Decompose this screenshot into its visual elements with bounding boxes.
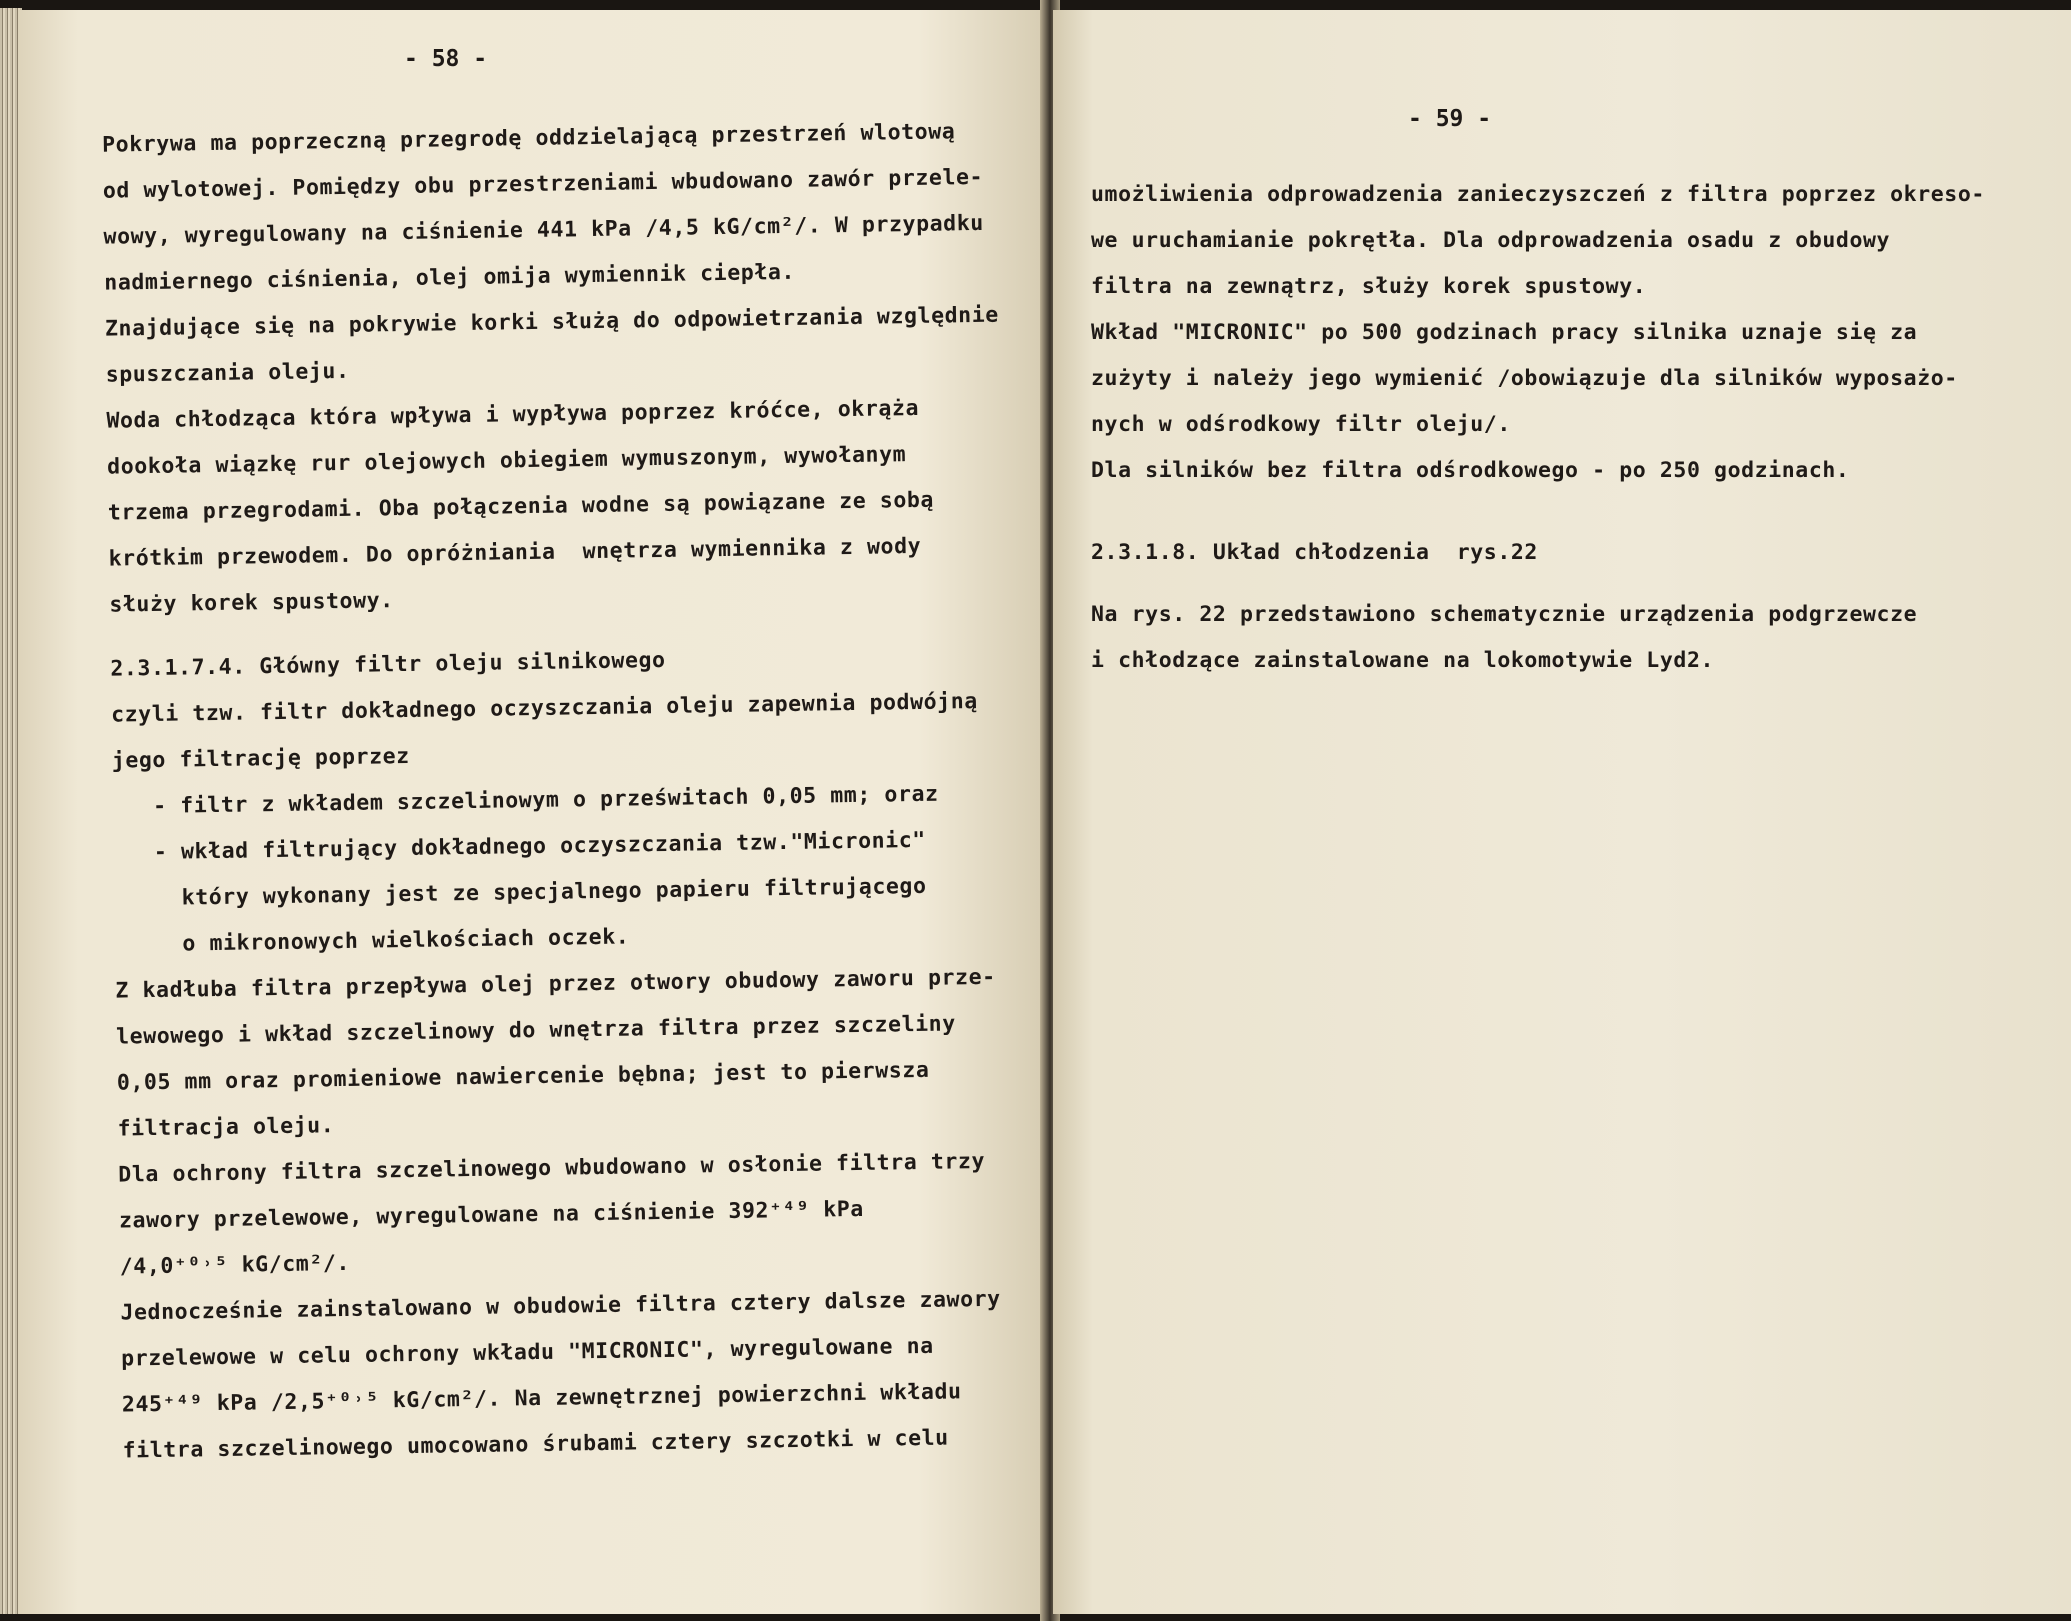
text-line: Wkład "MICRONIC" po 500 godzinach pracy silnika uznaje się za bbox=[1091, 320, 1918, 345]
right-page bbox=[1053, 10, 2071, 1614]
list-item: - filtr z wkładem szczelinowym o prześwitach 0,05 mm; oraz bbox=[112, 781, 939, 820]
section-heading: 2.3.1.7.4. Główny filtr oleju silnikowego bbox=[110, 647, 666, 682]
list-item: - wkład filtrujący dokładnego oczyszczania tzw."Micronic" bbox=[113, 827, 927, 866]
text-line: we uruchamianie pokrętła. Dla odprowadzenia osadu z obudowy bbox=[1091, 228, 1891, 253]
left-page bbox=[18, 10, 1048, 1614]
text-line: /4,0⁺⁰˒⁵ kG/cm²/. bbox=[119, 1250, 351, 1280]
text-line: służy korek spustowy. bbox=[109, 588, 394, 618]
text-line: 0,05 mm oraz promieniowe nawiercenie bębna; jest to pierwsza bbox=[116, 1057, 930, 1096]
text-line: 245⁺⁴⁹ kPa /2,5⁺⁰˒⁵ kG/cm²/. Na zewnętrznej powierzchni wkładu bbox=[121, 1379, 962, 1418]
page-number: - 59 - bbox=[1408, 106, 1492, 132]
text-line: który wykonany jest ze specjalnego papieru filtrującego bbox=[113, 873, 927, 912]
text-line: i chłodzące zainstalowane na lokomotywie Lyd2. bbox=[1091, 648, 1715, 673]
text-line: zużyty i należy jego wymienić /obowiązuje dla silników wyposażo- bbox=[1091, 366, 1958, 391]
text-line: od wylotowej. Pomiędzy obu przestrzeniami wbudowano zawór przele- bbox=[102, 164, 984, 204]
text-line: jego filtrację poprzez bbox=[111, 743, 410, 774]
text-line: Woda chłodząca która wpływa i wypływa poprzez króćce, okrąża bbox=[106, 395, 920, 434]
text-line: Dla silników bez filtra odśrodkowego - po 250 godzinach. bbox=[1091, 458, 1850, 483]
text-line: przelewowe w celu ochrony wkładu "MICRONIC", wyregulowane na bbox=[121, 1333, 934, 1372]
text-line: czyli tzw. filtr dokładnego oczyszczania oleju zapewnia podwójną bbox=[110, 689, 979, 728]
text-line: trzema przegrodami. Oba połączenia wodne są powiązane ze sobą bbox=[107, 487, 935, 526]
text-line: o mikronowych wielkościach oczek. bbox=[114, 924, 630, 958]
text-line: lewowego i wkład szczelinowy do wnętrza filtra przez szczeliny bbox=[115, 1011, 956, 1050]
text-line: Jednocześnie zainstalowano w obudowie filtra cztery dalsze zawory bbox=[120, 1286, 1001, 1326]
text-line: filtra szczelinowego umocowano śrubami cztery szczotki w celu bbox=[122, 1425, 949, 1464]
text-line: Znajdujące się na pokrywie korki służą do odpowietrzania względnie bbox=[104, 302, 1000, 342]
section-heading: 2.3.1.8. Układ chłodzenia rys.22 bbox=[1091, 540, 1538, 565]
text-line: zawory przelewowe, wyregulowane na ciśnienie 392⁺⁴⁹ kPa bbox=[118, 1196, 865, 1234]
text-line: nadmiernego ciśnienia, olej omija wymiennik ciepła. bbox=[104, 259, 796, 296]
text-line: umożliwienia odprowadzenia zanieczyszczeń z filtra poprzez okreso- bbox=[1091, 182, 1985, 207]
left-page-body bbox=[18, 10, 1048, 1614]
text-line: Na rys. 22 przedstawiono schematycznie urządzenia podgrzewcze bbox=[1091, 602, 1918, 627]
text-line: dookoła wiązkę rur olejowych obiegiem wymuszonym, wywołanym bbox=[106, 442, 907, 480]
text-line: filtra na zewnątrz, służy korek spustowy. bbox=[1091, 274, 1647, 299]
text-line: Dla ochrony filtra szczelinowego wbudowano w osłonie filtra trzy bbox=[118, 1148, 986, 1188]
text-line: wowy, wyregulowany na ciśnienie 441 kPa /4,5 kG/cm²/. W przypadku bbox=[103, 210, 985, 250]
text-line: spuszczania oleju. bbox=[105, 358, 350, 388]
text-line: filtracja oleju. bbox=[117, 1113, 335, 1142]
page-number: - 58 - bbox=[404, 46, 488, 72]
text-line: krótkim przewodem. Do opróżniania wnętrza wymiennika z wody bbox=[108, 533, 922, 572]
text-line: Pokrywa ma poprzeczną przegrodę oddzielającą przestrzeń wlotową bbox=[101, 119, 956, 158]
text-line: Z kadłuba filtra przepływa olej przez otwory obudowy zaworu prze- bbox=[115, 964, 996, 1004]
text-line: nych w odśrodkowy filtr oleju/. bbox=[1091, 412, 1511, 437]
